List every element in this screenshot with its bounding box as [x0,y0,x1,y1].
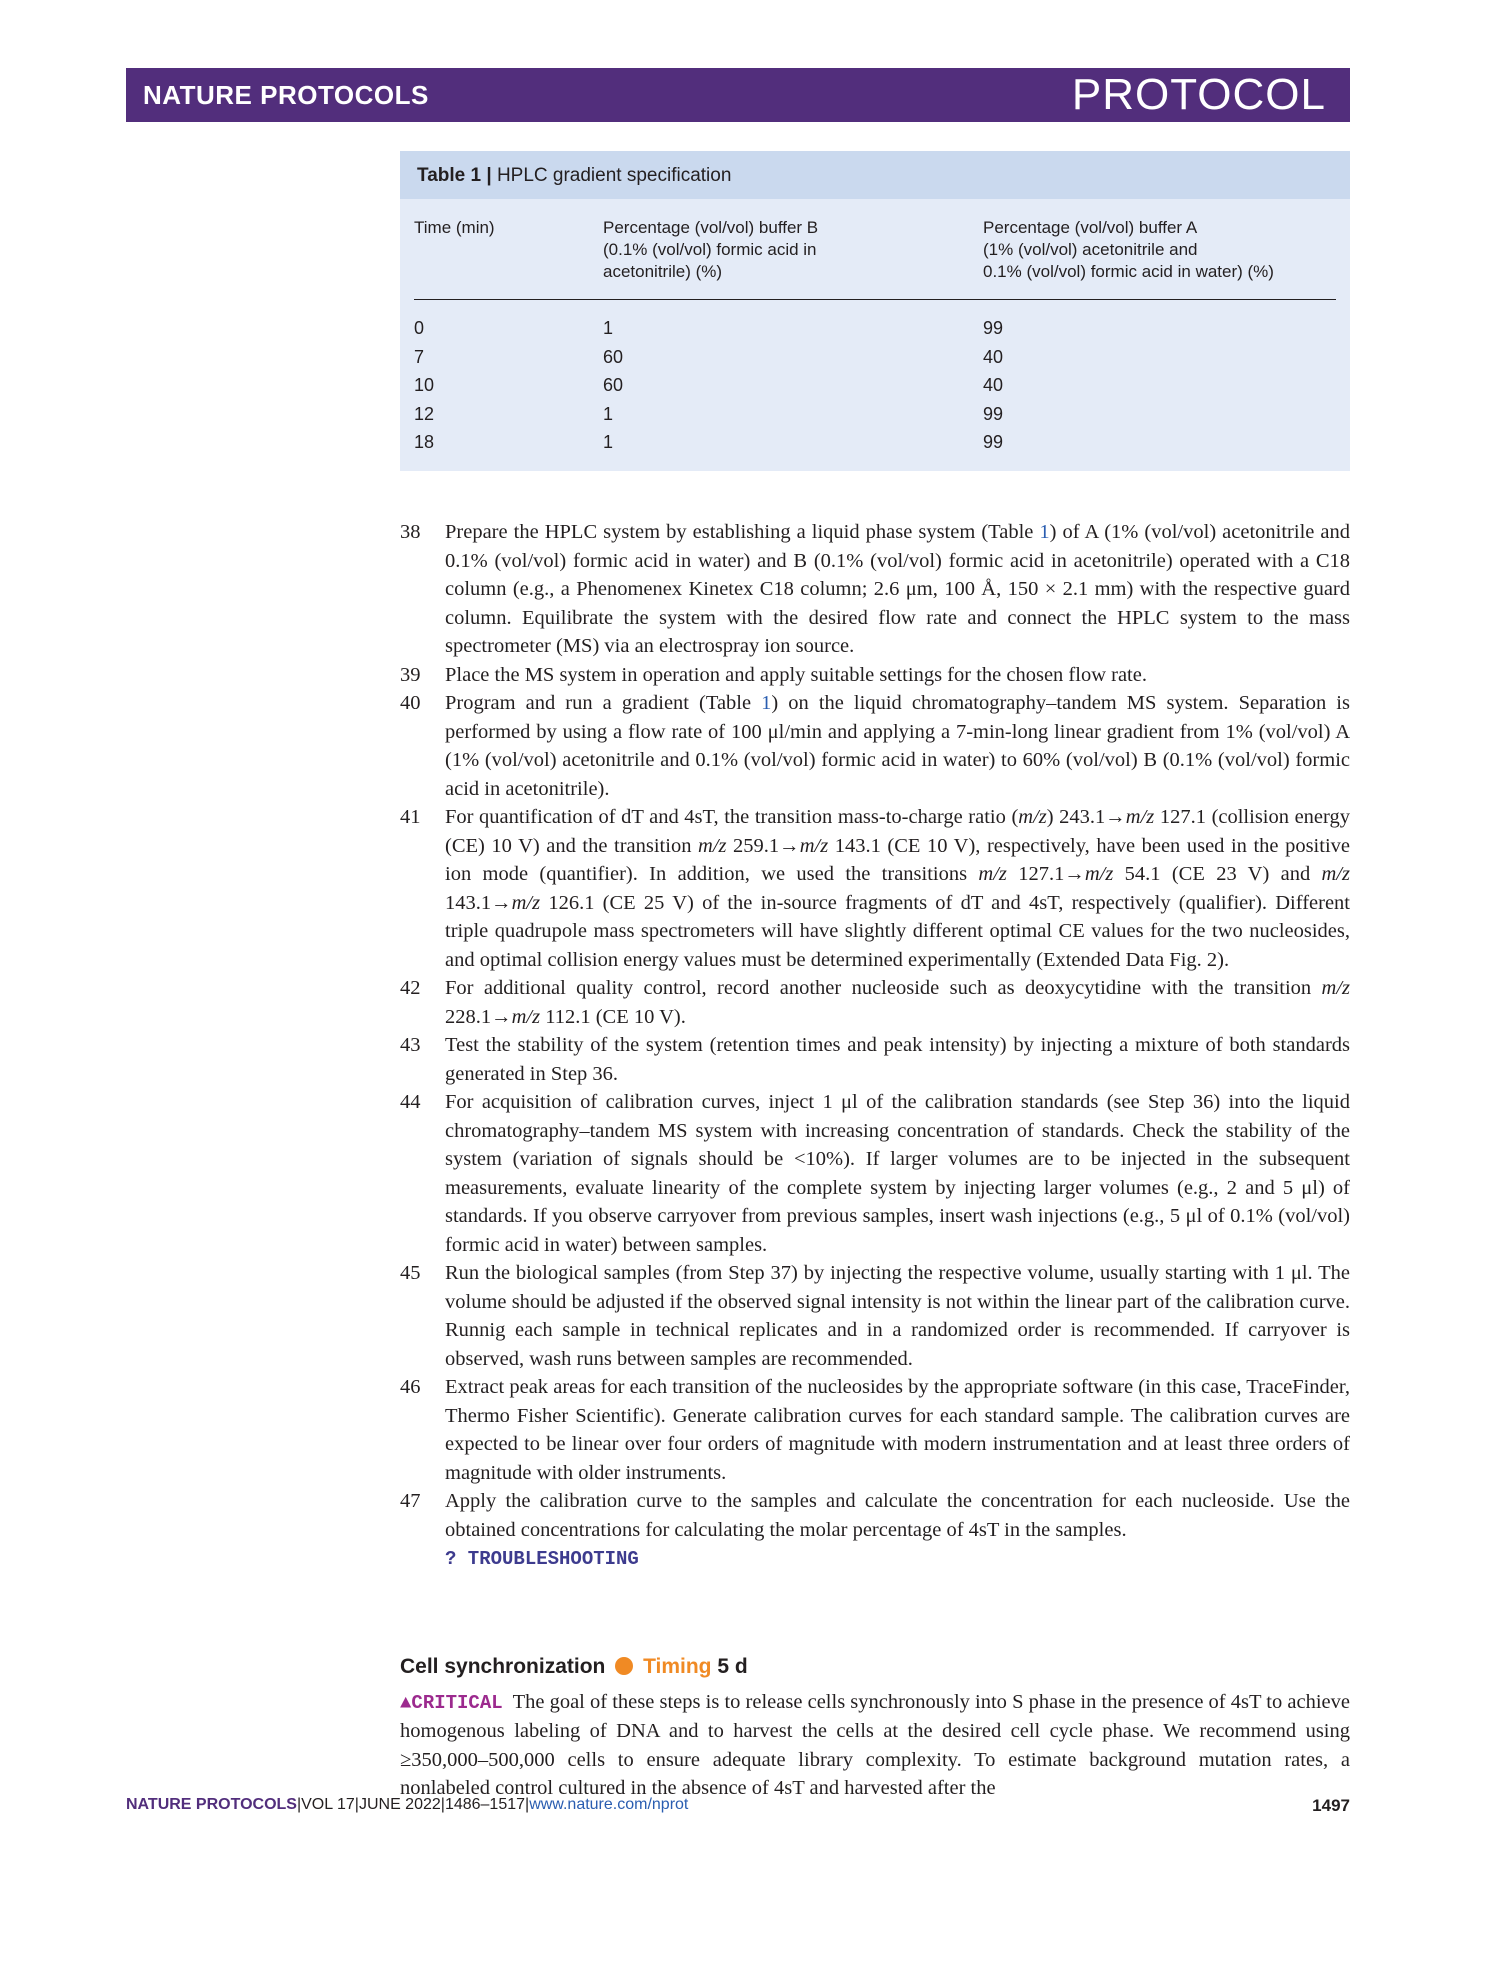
section-heading [400,1653,1350,1682]
page-number: 1497 [1312,1796,1350,1815]
page-footer [126,1796,1350,1820]
footer-journal: NATURE PROTOCOLS [126,1796,297,1813]
procedure-step [400,518,1350,661]
table-cell: 1 [603,403,614,424]
procedure-step [400,1487,1350,1574]
step-number: 46 [400,1376,421,1398]
step-text: 143.1 (CE 10 V), respectively, have been used in the positive ion mode (quantifier). In addition, we used the transitions [445,834,1350,885]
table-reference-link[interactable]: 1 [761,692,772,714]
table-cell: 40 [983,375,1004,395]
step-text: Run the biological samples (from Step 37) by injecting the respective volume, usually starting with 1 μl. The volume should be adjusted if the observed signal intensity is not within the linear part of the calibration curve. Runnig each sample in technical replicates and in a randomized order is recommended. If carryover is observed, wash runs between samples are recommended. [445,1262,1350,1370]
step-number: 43 [400,1034,421,1056]
table-cell: 0 [414,318,425,338]
table-header-rule [414,299,1336,300]
math-italic: m/z [978,863,1007,885]
critical-paragraph [400,1688,1350,1803]
step-text: Prepare the HPLC system by establishing a liquid phase system (Table [445,521,1040,543]
procedure-steps [400,518,1350,1574]
table-cell: 1 [603,432,614,452]
math-italic: m/z [1321,863,1351,885]
footer-date: JUNE 2022 [358,1796,441,1813]
table-title [417,165,731,187]
step-text: 127.1 (collision energy (CE) 10 V) and the transition [445,806,1350,857]
math-italic: m/z [1084,863,1114,885]
table-reference-link[interactable]: 1 [1039,521,1050,543]
table-cell: 12 [414,403,435,424]
step-number: 38 [400,521,421,543]
math-italic: m/z [799,834,829,857]
timing-value: 5 d [717,1655,748,1678]
step-text: Extract peak areas for each transition of the nucleosides by the appropriate software (in this case, TraceFinder, Thermo Fisher Scientific). Generate calibration curves for each standard sample. The calibration curves are expected to be linear over four orders of magnitude with modern instrumentation and at least three orders of magnitude with older instruments. [445,1376,1350,1484]
step-number: 40 [400,692,421,714]
footer-separator: | [296,1796,302,1813]
table-cell: 60 [603,346,624,367]
step-text: 54.1 (CE 23 V) and [1113,863,1322,885]
table-cell: 99 [983,432,1004,452]
table-title-label: Table 1 | [417,165,497,186]
troubleshooting-link[interactable]: ? TROUBLESHOOTING [445,1548,639,1570]
table-cell: 40 [983,346,1004,367]
step-text: ) on the liquid chromatography–tandem MS system. Separation is performed by using a flow rate of 100 μl/min and applying a 7-min-long linear gradient from 1% (vol/vol) A (1% (vol/vol) acetonitrile and 0.1% (vol/vol) formic acid in water) to 60% (vol/vol) B (0.1% (vol/vol) formic acid in acetonitrile). [445,692,1350,800]
step-number: 45 [400,1262,421,1284]
section-title: Cell synchronization [400,1655,606,1678]
table-cell: 18 [414,432,435,452]
step-text: 112.1 (CE 10 V). [540,1005,686,1028]
table-cell: 10 [414,375,435,395]
step-text: Program and run a gradient (Table [445,692,762,714]
step-text: 143.1→ [445,891,512,914]
math-italic: m/z [511,891,541,914]
procedure-step [400,1088,1350,1259]
cell-synchronization-section [400,1653,1350,1803]
procedure-step [400,661,1350,690]
table-title-text: HPLC gradient specification [496,165,732,186]
critical-label: ▲CRITICAL [400,1691,503,1714]
step-text: 127.1→ [1006,863,1085,885]
hplc-gradient-table [400,151,1350,471]
table-cell: 99 [983,403,1004,424]
procedure-step [400,1031,1350,1088]
step-text: 126.1 (CE 25 V) of the in-source fragments of dT and 4sT, respectively (qualifier). Different triple quadrupole mass spectrometers will have slightly different optimal CE values for the two nucleosides, and optimal collision energy values must be determined experimentally (Extended Data Fig. 2). [445,891,1350,971]
footer-separator: | [354,1796,359,1813]
table-cell: 60 [603,375,624,395]
table-cell: 7 [414,346,425,367]
math-italic: m/z [1125,806,1155,828]
table-cell: 99 [983,318,1004,338]
procedure-step [400,1259,1350,1373]
journal-name: NATURE PROTOCOLS [143,80,429,110]
critical-text: The goal of these steps is to release cells synchronously into S phase in the presence of 4sT to achieve homogenous labeling of DNA and to harvest the cells at the desired cell cycle phase. We recommend using ≥350,000–500,000 cells to ensure adequate library complexity. To estimate background mutation rates, a nonlabeled control cultured in the absence of 4sT and harvested after the [400,1690,1350,1799]
procedure-step [400,689,1350,803]
math-italic: m/z [698,834,727,857]
timing-dot-icon [615,1657,633,1675]
step-number: 44 [400,1091,421,1113]
step-text: 228.1→ [445,1005,512,1028]
procedure-step [400,803,1350,974]
step-text: Test the stability of the system (retention times and peak intensity) by injecting a mixture of both standards generated in Step 36. [445,1034,1350,1085]
footer-separator: | [525,1796,530,1813]
math-italic: m/z [1321,977,1350,999]
step-number: 47 [400,1490,421,1512]
table-title-bar [400,151,1350,199]
column-header-time: Time (min) [414,218,495,237]
timing-label: Timing [643,1655,712,1678]
step-number: 41 [400,806,421,828]
math-italic: m/z [1018,806,1047,828]
table-cell: 1 [603,318,614,338]
journal-header-bar [126,68,1350,122]
step-text: For quantification of dT and 4sT, the transition mass-to-charge ratio ( [445,806,1019,828]
footer-pages: 1486–1517 [444,1796,526,1813]
step-text: Place the MS system in operation and apply suitable settings for the chosen flow rate. [445,663,1147,686]
step-text: For additional quality control, record another nucleoside such as deoxycytidine with the transition [445,977,1322,999]
step-text: Apply the calibration curve to the samples and calculate the concentration for each nucleoside. Use the obtained concentrations for calculating the molar percentage of 4sT in the samples. [445,1490,1350,1541]
footer-separator: | [440,1796,445,1813]
step-text: 259.1→ [726,834,800,857]
footer-volume: VOL 17 [301,1796,355,1813]
step-text: For acquisition of calibration curves, inject 1 μl of the calibration standards (see Step 36) into the liquid chromatography–tandem MS system with increasing concentration of standards. Check the stability of the system (variation of signals should be <10%). If larger volumes are to be injected in the subsequent measurements, evaluate linearity of the complete system by injecting larger volumes (e.g., 2 and 5 μl) of standards. If you observe carryover from previous samples, insert wash injections (e.g., 5 μl of 0.1% (vol/vol) formic acid in water) between samples. [445,1091,1350,1256]
footer-url-link[interactable]: www.nature.com/nprot [529,1796,689,1813]
procedure-step [400,974,1350,1031]
step-number: 39 [400,663,421,686]
step-text: ) 243.1→ [1046,806,1126,828]
column-header-buffer-b: Percentage (vol/vol) buffer B (0.1% (vol/vol) formic acid in acetonitrile) (%) [603,218,819,281]
column-header-buffer-a: Percentage (vol/vol) buffer A (1% (vol/vol) acetonitrile and 0.1% (vol/vol) formic acid in water) (%) [983,218,1274,281]
article-type-label: PROTOCOL [1071,70,1326,119]
step-text: ) of A (1% (vol/vol) acetonitrile and 0.1% (vol/vol) formic acid in water) and B (0.1% (vol/vol) formic acid in acetonitrile) operated with a C18 column (e.g., a Phenomenex Kinetex C18 column; 2.6 μm, 100 Å, 150 × 2.1 mm) with the respective guard column. Equilibrate the system with the desired flow rate and connect the HPLC system to the mass spectrometer (MS) via an electrospray ion source. [445,521,1351,657]
step-number: 42 [400,977,421,999]
procedure-step [400,1373,1350,1487]
math-italic: m/z [511,1005,541,1028]
